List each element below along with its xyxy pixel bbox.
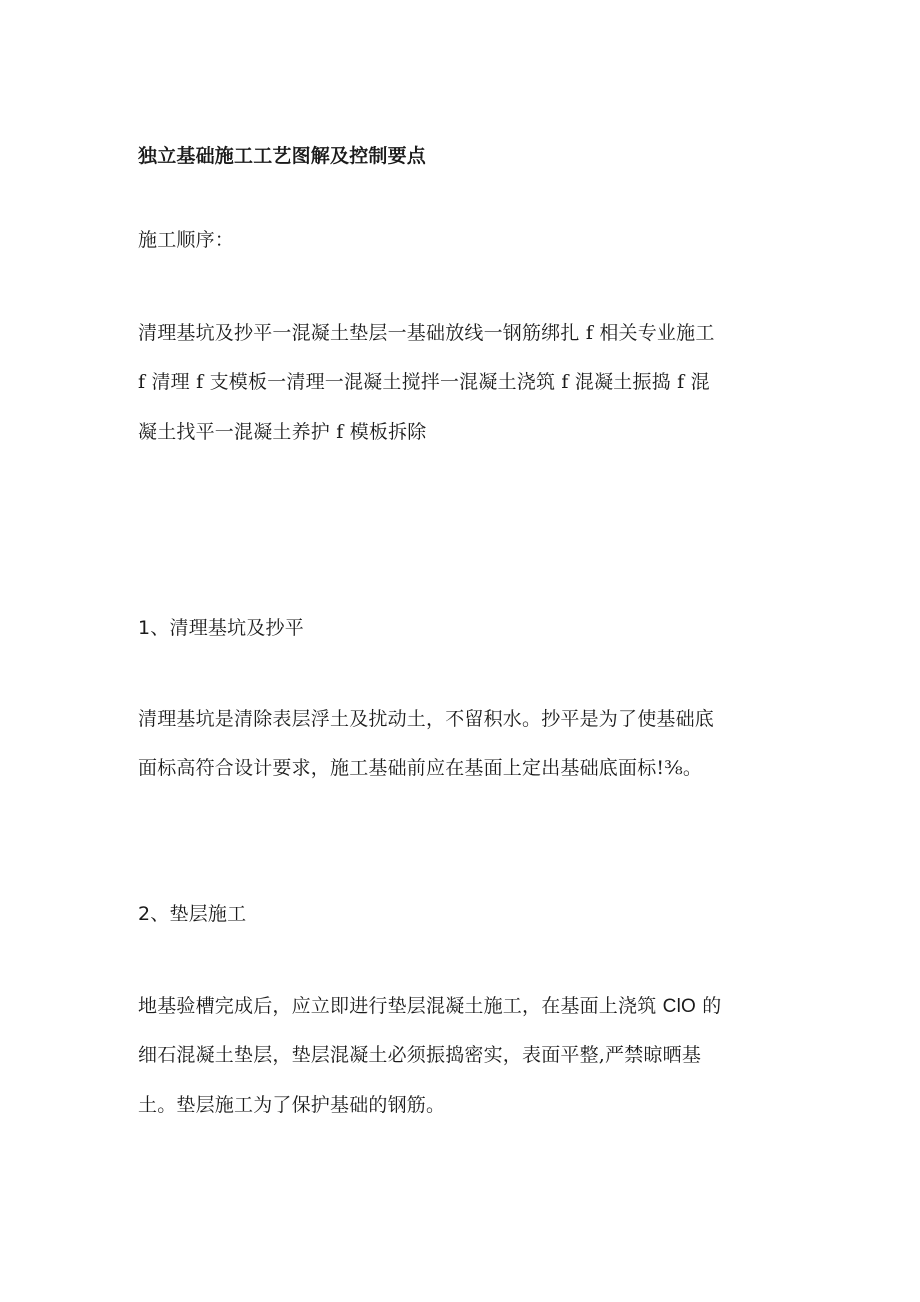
section-2-heading: 2、垫层施工	[138, 903, 247, 925]
section-2-line-1	[138, 994, 788, 1019]
section-2-line-2: 细石混凝土垫层，垫层混凝土必须振捣密实，表面平整,严禁晾晒基	[138, 1044, 702, 1066]
section-1-heading: 1、清理基坑及抄平	[138, 617, 304, 639]
document-title: 独立基础施工工艺图解及控制要点	[138, 145, 427, 167]
section-2-line-1-text-a: 地基验槽完成后，应立即进行垫层混凝土施工，在基面上浇筑	[138, 995, 663, 1017]
sequence-line-2: f 清理 f 支模板一清理一混凝土搅拌一混凝土浇筑 f 混凝土振捣 f 混	[138, 371, 710, 393]
section-2-line-1-text-b: 的	[695, 995, 722, 1017]
section-1-line-2: 面标高符合设计要求，施工基础前应在基面上定出基础底面标!⅜。	[138, 757, 703, 779]
sequence-line-3: 凝土找平一混凝土养护 f 模板拆除	[138, 421, 427, 443]
sequence-label: 施工顺序：	[138, 229, 235, 251]
section-2-line-3: 土。垫层施工为了保护基础的钢筋。	[138, 1094, 446, 1116]
section-1-line-1: 清理基坑是清除表层浮土及扰动土，不留积水。抄平是为了使基础底	[138, 708, 715, 730]
sequence-line-1: 清理基坑及抄平一混凝土垫层一基础放线一钢筋绑扎 f 相关专业施工	[138, 322, 715, 344]
section-2-grade-code: ClO	[662, 996, 696, 1017]
